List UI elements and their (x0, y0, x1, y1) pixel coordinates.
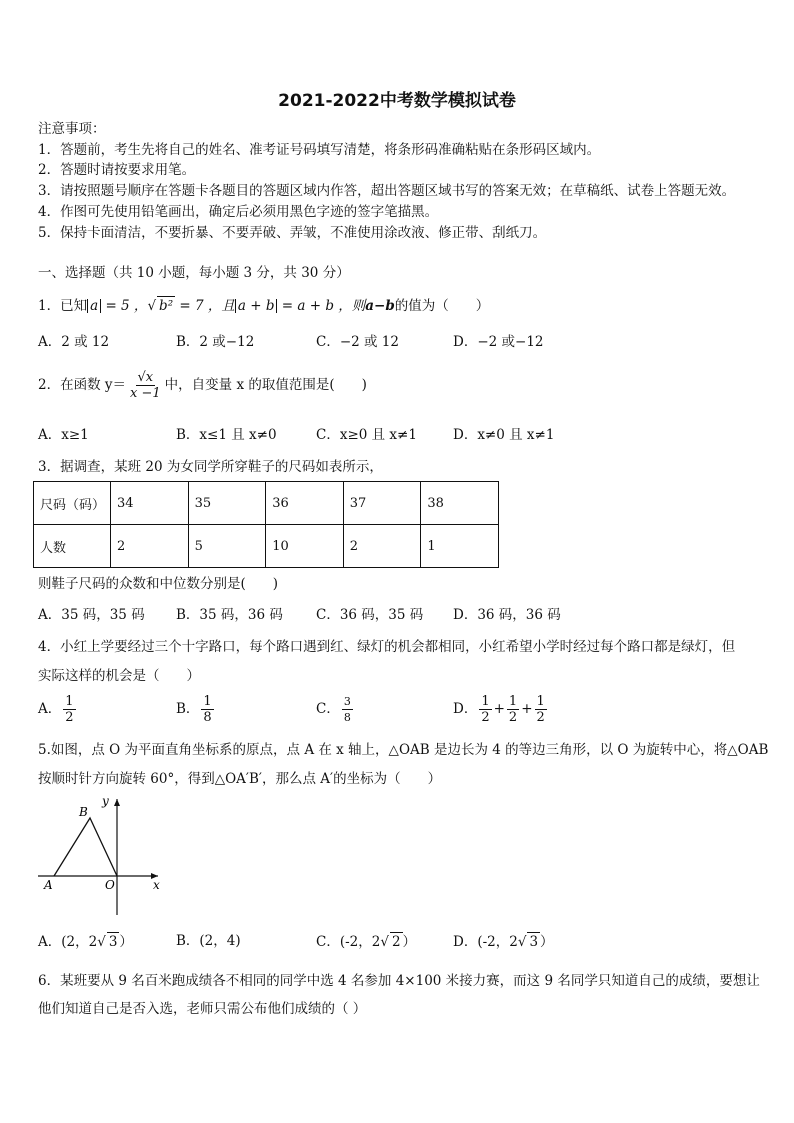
label-x: x (153, 878, 160, 892)
q2-option-d: D．x≠0 且 x≠1 (453, 427, 555, 443)
label-b: B (79, 805, 88, 819)
radicand: 3 (108, 934, 118, 950)
frac-den: 8 (203, 710, 212, 725)
q2-prefix: 2．在函数 y＝ (38, 377, 127, 393)
q4-c-label: C． (316, 701, 340, 717)
q3-option-a: A．35 码，35 码 (38, 607, 145, 623)
q3-option-b: B．35 码，36 码 (176, 607, 283, 623)
notice-heading: 注意事项： (38, 121, 106, 137)
radicand: 3 (529, 934, 539, 950)
option-text: C．(-2，2 (316, 934, 381, 950)
q4-a-fraction (63, 694, 75, 725)
q1-abs-a: a (87, 299, 101, 313)
q4-d-fraction (507, 694, 519, 725)
question-3-after: 则鞋子尺码的众数和中位数分别是( ) (38, 576, 279, 592)
page-title: 2021-2022中考数学模拟试卷 (278, 91, 516, 111)
q1-option-d: D．−2 或−12 (453, 334, 544, 350)
table-cell: 37 (343, 482, 421, 525)
question-1-stem: 1．已知 a = 5 ，√ b² = 7 ，且 a + b = a + b ，则a−b的值为（ ） (38, 298, 490, 314)
q4-b-label: B． (176, 701, 200, 717)
question-5-line2: 按顺时针方向旋转 60°，得到△OA′B′，那么点 A′的坐标为（ ） (38, 771, 442, 787)
frac-den: 2 (65, 710, 74, 725)
notice-item: 5．保持卡面清洁，不要折暴、不要弄破、弄皱，不准使用涂改液、修正带、刮纸刀。 (38, 225, 547, 241)
q4-d-label: D． (453, 701, 478, 717)
frac-num: 1 (481, 694, 490, 709)
q4-option-d (453, 694, 549, 725)
q4-d-fraction (535, 694, 547, 725)
triangle-oab (54, 818, 117, 876)
table-cell: 10 (266, 525, 344, 568)
shoe-size-table (33, 481, 499, 568)
frac-num: 1 (203, 694, 212, 709)
question-2-stem (38, 370, 367, 401)
option-text: A．(2，2 (38, 934, 98, 950)
table-cell: 1 (421, 525, 499, 568)
section-heading: 一、选择题（共 10 小题，每小题 3 分，共 30 分） (38, 265, 350, 281)
table-cell: 尺码（码） (34, 482, 111, 525)
q1-eq3: = a + b ，则 (277, 298, 366, 314)
q3-option-d: D．36 码，36 码 (453, 607, 561, 623)
q2-option-a: A．x≥1 (38, 427, 89, 443)
q2-suffix: 中，自变量 x 的取值范围是( ) (164, 377, 367, 393)
q1-suffix: 的值为（ ） (394, 298, 490, 314)
notice-item: 2．答题时请按要求用笔。 (38, 162, 196, 178)
q4-option-c (316, 694, 355, 725)
table-cell: 5 (188, 525, 266, 568)
question-4-line2: 实际这样的机会是（ ） (38, 668, 200, 684)
table-row (34, 482, 499, 525)
q1-abs-ab: a + b (235, 299, 278, 313)
q4-b-fraction (201, 694, 213, 725)
table-cell: 人数 (34, 525, 111, 568)
q2-frac-num: √x (137, 370, 154, 385)
notice-item: 4．作图可先使用铅笔画出，确定后必须用黑色字迹的签字笔描黑。 (38, 204, 439, 220)
question-6-line2: 他们知道自己是否入选，老师只需公布他们成绩的（ ） (38, 1001, 367, 1017)
q1-prefix: 1．已知 (38, 298, 88, 314)
frac-num: 3 (343, 695, 351, 708)
question-6-line1: 6．某班要从 9 名百米跑成绩各不相同的同学中选 4 名参加 4×100 米接力赛，而这 9 名同学只知道自己的成绩，要想让 (38, 973, 760, 989)
table-cell: 2 (343, 525, 421, 568)
y-axis-arrow-icon (114, 799, 120, 806)
table-cell: 36 (266, 482, 344, 525)
frac-num: 1 (536, 694, 545, 709)
label-o: O (105, 878, 115, 892)
option-text: D．(-2，2 (453, 934, 518, 950)
q5-option-c: C．(-2，2√ 2 ） (316, 934, 417, 950)
q4-d-plus: + (521, 701, 533, 717)
q1-option-a: A．2 或 12 (38, 334, 110, 350)
frac-den: 8 (343, 711, 351, 724)
q4-a-label: A． (38, 701, 62, 717)
q1-eq2: = 7 ，且 (175, 298, 235, 314)
table-cell: 34 (111, 482, 189, 525)
frac-num: 1 (65, 694, 74, 709)
q2-option-c: C．x≥0 且 x≠1 (316, 427, 417, 443)
notice-item: 3．请按照题号顺序在答题卡各题目的答题区域内作答，超出答题区域书写的答案无效；在草稿纸、试卷上答题无效。 (38, 183, 736, 199)
radicand: 2 (391, 934, 401, 950)
question-3-stem: 3．据调查，某班 20 为女同学所穿鞋子的尺码如表所示， (38, 459, 383, 475)
table-cell: 38 (421, 482, 499, 525)
q1-option-b: B．2 或−12 (176, 334, 255, 350)
option-text: ） (402, 934, 417, 950)
frac-num: 1 (508, 694, 518, 709)
q1-eq1: = 5 ， (101, 298, 148, 314)
q5-option-d: D．(-2，2√ 3 ） (453, 934, 554, 950)
table-cell: 2 (111, 525, 189, 568)
q3-option-c: C．36 码，35 码 (316, 607, 424, 623)
q4-option-b (176, 694, 216, 725)
frac-den: 2 (508, 710, 518, 725)
q5-option-a: A．(2，2√ 3 ） (38, 934, 133, 950)
q2-option-b: B．x≤1 且 x≠0 (176, 427, 277, 443)
question-4-line1: 4．小红上学要经过三个十字路口，每个路口遇到红、绿灯的机会都相同，小红希望小学时经过每个路口都是绿灯，但 (38, 639, 736, 655)
table-cell: 35 (188, 482, 266, 525)
table-row (34, 525, 499, 568)
label-a: A (44, 878, 53, 892)
q1-expr: a−b (365, 298, 395, 314)
question-5-line1: 5.如图，点 O 为平面直角坐标系的原点，点 A 在 x 轴上，△OAB 是边长为 4 的等边三角形，以 O 为旋转中心，将△OAB (38, 742, 769, 758)
q5-option-b: B．(2，4) (176, 933, 241, 949)
q1-sqrt-b2: b² (159, 298, 174, 314)
triangle-figure (38, 795, 168, 915)
frac-den: 2 (536, 710, 545, 725)
q4-d-fraction (479, 694, 491, 725)
q4-option-a (38, 694, 78, 725)
option-text: ） (540, 934, 554, 950)
label-y: y (102, 795, 109, 808)
q2-fraction (128, 370, 163, 401)
q1-option-c: C．−2 或 12 (316, 334, 399, 350)
q2-frac-den: x −1 (130, 386, 161, 401)
frac-den: 2 (481, 710, 490, 725)
q4-d-plus: + (493, 701, 505, 717)
q4-c-fraction (342, 694, 353, 725)
option-text: ） (119, 934, 133, 950)
notice-item: 1．答题前，考生先将自己的姓名、准考证号码填写清楚，将条形码准确粘贴在条形码区域内。 (38, 142, 601, 158)
